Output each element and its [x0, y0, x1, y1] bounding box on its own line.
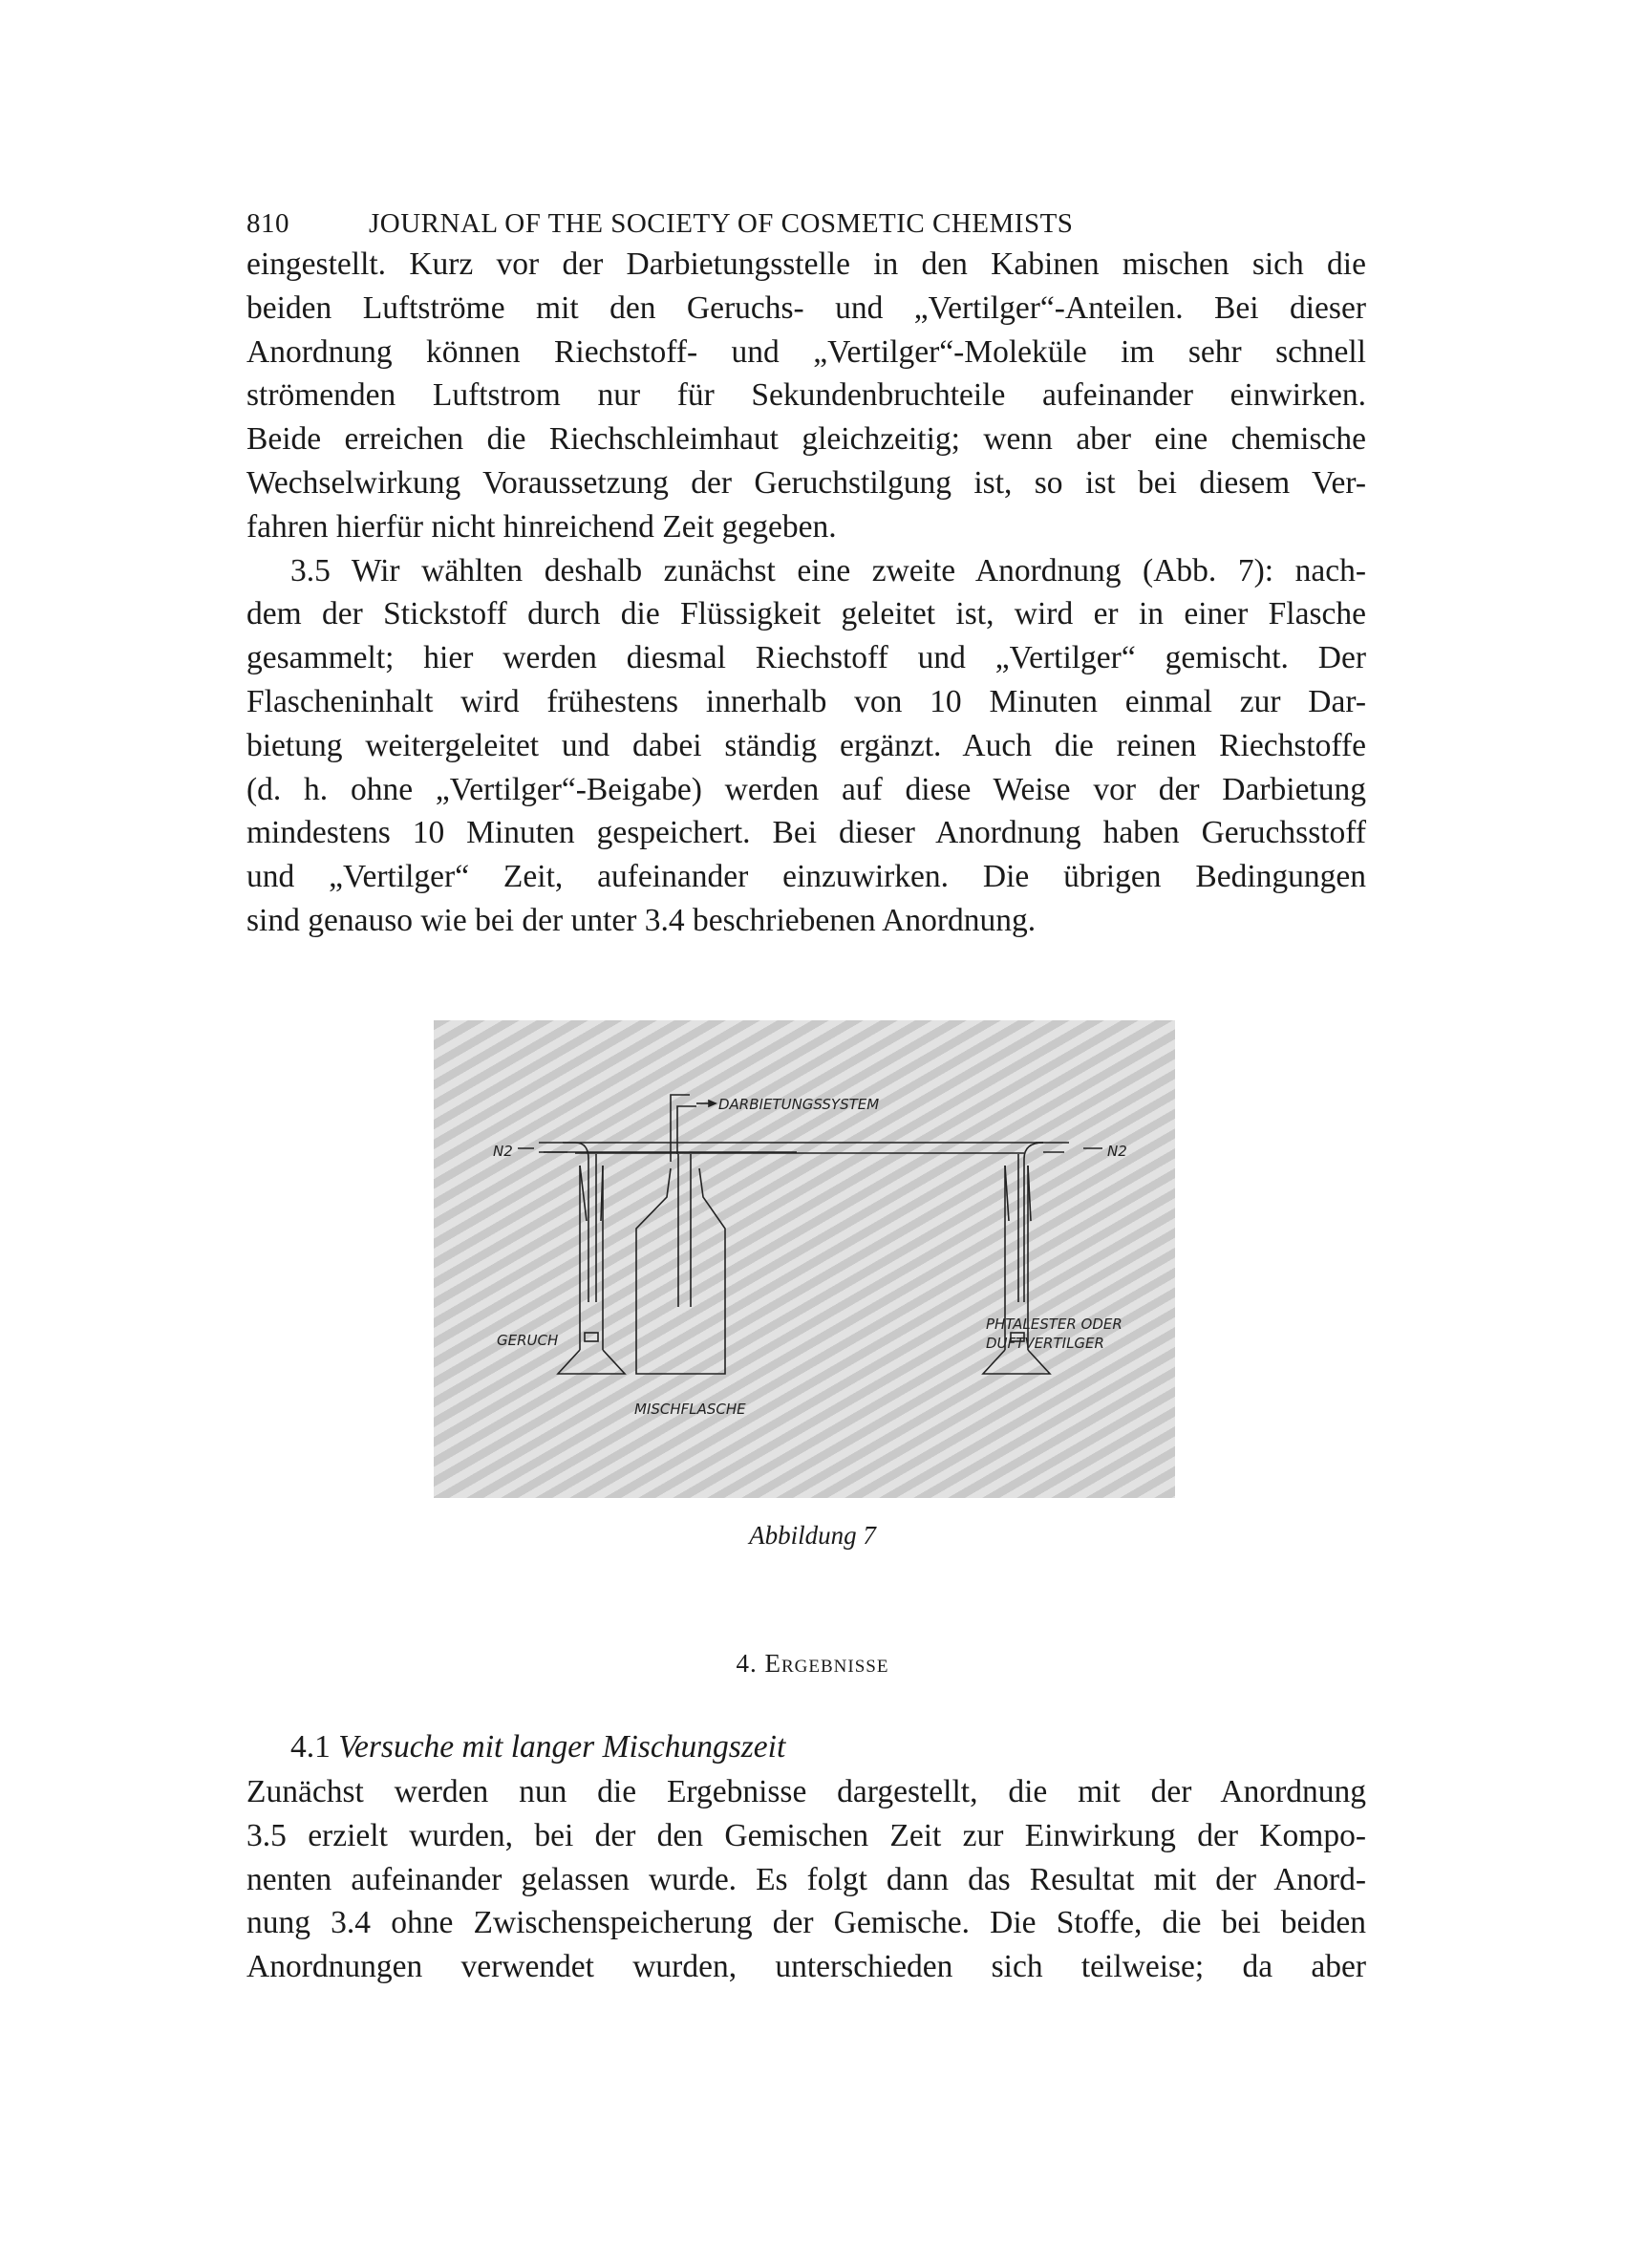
text-line: und „Vertilger“ Zeit, aufeinander einzuwirken. Die übrigen Bedingungen	[246, 859, 1366, 895]
page-number: 810	[246, 208, 289, 239]
text-line: 3.5 erzielt wurden, bei der den Gemischen Zeit zur Einwirkung der Kompo-	[246, 1817, 1366, 1853]
label-geruch: GERUCH	[497, 1332, 559, 1349]
label-n2-right: N2	[1107, 1143, 1127, 1160]
paragraph-3	[246, 1770, 1366, 1989]
label-mischflasche: MISCHFLASCHE	[634, 1401, 746, 1418]
text-line: Anordnung können Riechstoff- und „Vertilger“-Moleküle im sehr schnell	[246, 333, 1366, 370]
text-line: Flascheninhalt wird frühestens innerhalb von 10 Minuten einmal zur Dar-	[246, 683, 1366, 719]
text-line: Beide erreichen die Riechschleimhaut gleichzeitig; wenn aber eine chemische	[246, 421, 1366, 458]
journal-title: JOURNAL OF THE SOCIETY OF COSMETIC CHEMISTS	[369, 208, 1074, 239]
figure-apparatus-diagram	[434, 1020, 1175, 1498]
text-line: gesammelt; hier werden diesmal Riechstoff und „Vertilger“ gemischt. Der	[246, 640, 1366, 676]
paragraph-1	[246, 243, 1366, 943]
text-line: bietung weitergeleitet und dabei ständig ergänzt. Auch die reinen Riechstoffe	[246, 727, 1366, 763]
section-title: Ergebnisse	[764, 1649, 889, 1678]
text-line: 3.5 Wir wählten deshalb zunächst eine zweite Anordnung (Abb. 7): nach-	[290, 552, 1366, 588]
text-line: dem der Stickstoff durch die Flüssigkeit geleitet ist, wird er in einer Flasche	[246, 596, 1366, 632]
text-line: Zunächst werden nun die Ergebnisse dargestellt, die mit der Anordnung	[246, 1774, 1366, 1809]
text-line: eingestellt. Kurz vor der Darbietungsstelle in den Kabinen mischen sich die	[246, 246, 1366, 282]
text-line: nung 3.4 ohne Zwischenspeicherung der Gemische. Die Stoffe, die bei beiden	[246, 1905, 1366, 1941]
text-line: strömenden Luftstrom nur für Sekundenbruchteile aufeinander einwirken.	[246, 377, 1366, 414]
text-line: fahren hierfür nicht hinreichend Zeit gegeben.	[246, 508, 837, 545]
label-darbietungssystem: DARBIETUNGSSYSTEM	[718, 1096, 880, 1113]
text-line: beiden Luftströme mit den Geruchs- und „Vertilger“-Anteilen. Bei dieser	[246, 289, 1366, 326]
label-duftvertilger: DUFTVERTILGER	[986, 1335, 1104, 1352]
subsection-number: 4.1	[290, 1729, 331, 1765]
text-line: mindestens 10 Minuten gespeichert. Bei dieser Anordnung haben Geruchsstoff	[246, 815, 1366, 851]
subsection-title: Versuche mit langer Mischungszeit	[338, 1729, 786, 1765]
label-n2-left: N2	[493, 1143, 513, 1160]
section-number: 4.	[736, 1649, 758, 1678]
text-line: (d. h. ohne „Vertilger“-Beigabe) werden auf diese Weise vor der Darbietung	[246, 771, 1366, 807]
figure-caption: Abbildung 7	[749, 1521, 876, 1550]
label-phtalester: PHTALESTER ODER	[986, 1316, 1123, 1333]
text-line: Wechselwirkung Voraussetzung der Geruchstilgung ist, so ist bei diesem Ver-	[246, 464, 1366, 501]
subsection-heading	[290, 1729, 785, 1765]
text-line: sind genauso wie bei der unter 3.4 beschriebenen Anordnung.	[246, 902, 1037, 938]
text-line: Anordnungen verwendet wurden, unterschieden sich teilweise; da aber	[246, 1949, 1366, 1985]
text-line: nenten aufeinander gelassen wurde. Es folgt dann das Resultat mit der Anord-	[246, 1861, 1366, 1897]
section-heading	[0, 1649, 1625, 1679]
